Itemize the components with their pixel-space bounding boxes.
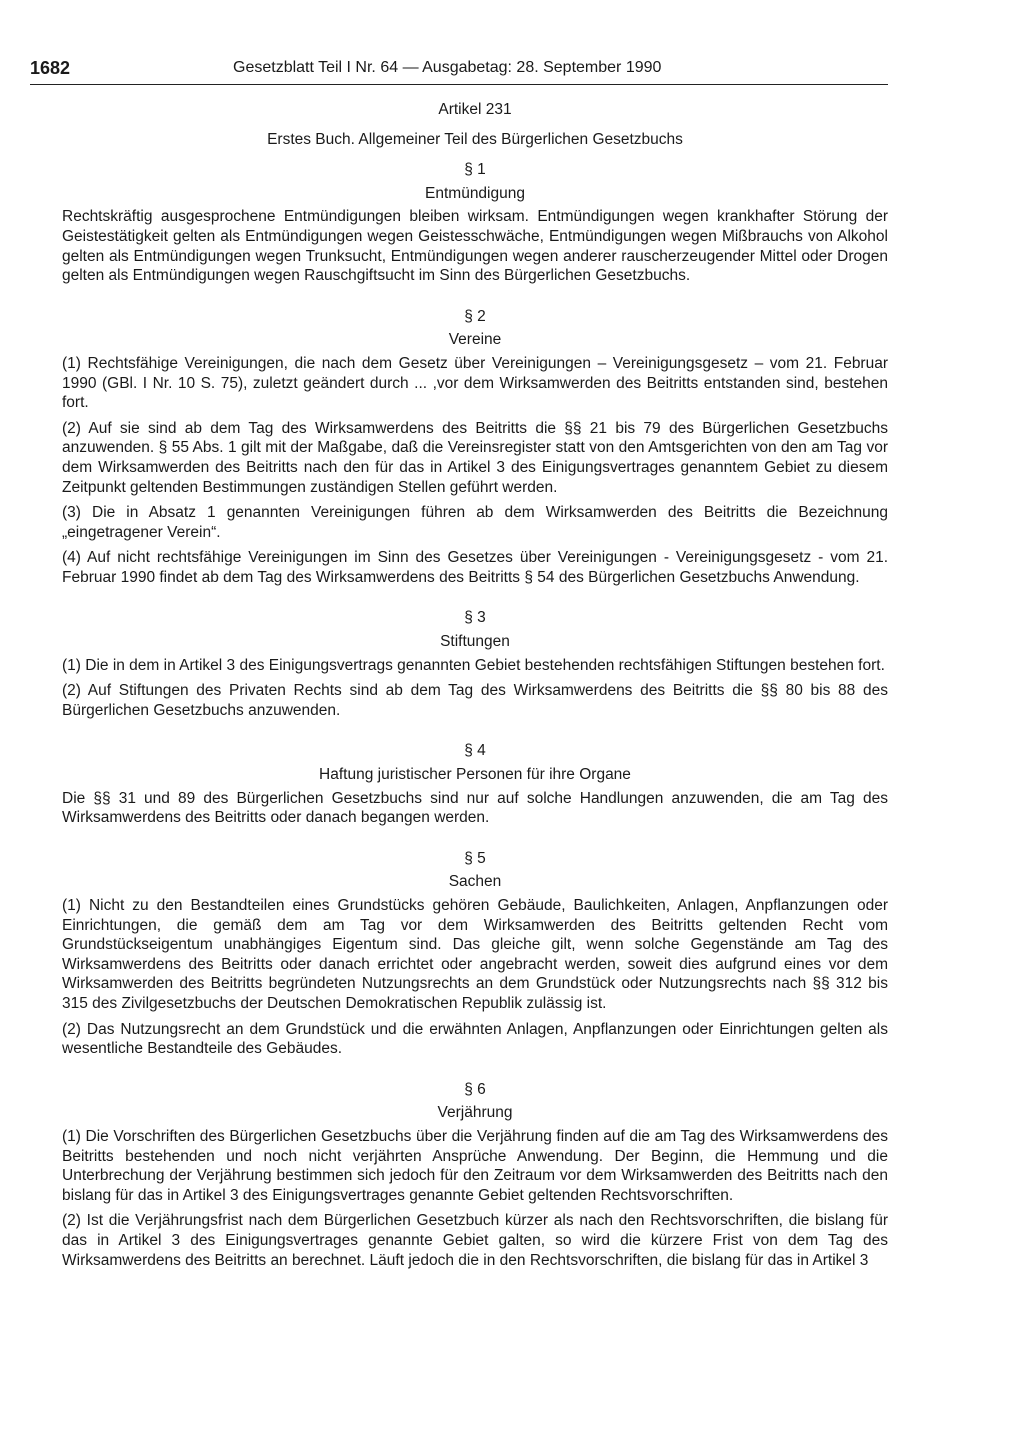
section-2 [62, 307, 888, 588]
section-paragraph: (3) Die in Absatz 1 genannten Vereinigungen führen ab dem Wirksamwerden des Beitritts die Bezeichnung „eingetragener Verein“. [62, 504, 888, 541]
section-paragraph: (4) Auf nicht rechtsfähige Vereinigungen im Sinn des Gesetzes über Vereinigungen - Vereinigungsgesetz - vom 21. Februar 1990 findet ab dem Tag des Wirksamwerdens des Beitritts § 54 des Bürgerlichen Gesetzbuchs Anwendung. [62, 549, 888, 586]
section-number: § 3 [464, 609, 486, 627]
section-number: § 5 [464, 849, 486, 867]
article-title: Erstes Buch. Allgemeiner Teil des Bürgerlichen Gesetzbuchs [267, 130, 683, 148]
section-paragraph: (1) Die in dem in Artikel 3 des Einigungsvertrags genannten Gebiet bestehenden rechtsfähigen Stiftungen bestehen fort. [62, 656, 885, 674]
section-number: § 4 [464, 742, 486, 760]
section-paragraph: (1) Rechtsfähige Vereinigungen, die nach dem Gesetz über Vereinigungen – Vereinigungsgesetz – vom 21. Februar 1990 (GBl. I Nr. 10 S. 75), zuletzt geändert durch ... ,vor dem Wirksamwerden des Beitritts entstanden sind, bestehen fort. [62, 354, 888, 412]
section-title: Sachen [448, 873, 502, 891]
section-number: § 6 [464, 1080, 486, 1098]
section-paragraph: (2) Auf Stiftungen des Privaten Rechts sind ab dem Tag des Wirksamwerdens des Beitritts die §§ 80 bis 88 des Bürgerlichen Gesetzbuchs anzuwenden. [62, 682, 888, 719]
page-number: 1682 [30, 58, 71, 78]
section-paragraph: Die §§ 31 und 89 des Bürgerlichen Gesetzbuchs sind nur auf solche Handlungen anzuwenden, die am Tag des Wirksamwerdens des Beitritts oder danach begangen werden. [62, 789, 888, 827]
section-title: Entmündigung [425, 184, 525, 202]
section-number: § 2 [464, 307, 486, 325]
article-body [62, 100, 888, 1291]
section-paragraph: (2) Das Nutzungsrecht an dem Grundstück und die erwähnten Anlagen, Anpflanzungen oder Einrichtungen gelten als wesentliche Bestandteile des Gebäudes. [62, 1020, 888, 1058]
section-paragraph: (2) Auf sie sind ab dem Tag des Wirksamwerdens des Beitritts die §§ 21 bis 79 des Bürgerlichen Gesetzbuchs anzuwenden. § 55 Abs. 1 gilt mit der Maßgabe, daß die Vereinsregister statt von den Amtsgerichten von den am Tag vor dem Wirksamwerden des Beitritts nach den für das in Artikel 3 des Einigungsvertrages genanntem Gebiet zu diesem Zeitpunkt geltenden Bestimmungen zuständigen Stellen geführt werden. [62, 419, 888, 496]
section-number: § 1 [464, 161, 486, 179]
section-6 [62, 1080, 888, 1270]
section-paragraph: (2) Ist die Verjährungsfrist nach dem Bürgerlichen Gesetzbuch kürzer als nach den Rechtsvorschriften, die bislang für das in Artikel 3 des Einigungsvertrages genannte Gebiet galten, so wird die kürzere Frist von dem Tag des Wirksamwerdens des Beitritts an berechnet. Läuft jedoch die in den Rechtsvorschriften, die bislang für das in Artikel 3 [62, 1212, 888, 1269]
section-5 [62, 849, 888, 1059]
section-paragraph: Rechtskräftig ausgesprochene Entmündigungen bleiben wirksam. Entmündigungen wegen krankhafter Störung der Geistestätigkeit gelten als Entmündigungen wegen Geistesschwäche, Entmündigungen wegen Mißbrauchs von Alkohol gelten als Entmündigungen wegen Trunksucht, Entmündigungen wegen anderer rauscherzeugender Mittel oder Drogen gelten als Entmündigungen wegen Rauschgiftsucht im Sinn des Bürgerlichen Gesetzbuchs. [62, 208, 888, 285]
running-head: Gesetzblatt Teil I Nr. 64 — Ausgabetag: 28. September 1990 [233, 59, 662, 76]
section-paragraph: (1) Nicht zu den Bestandteilen eines Grundstücks gehören Gebäude, Baulichkeiten, Anlagen, Anpflanzungen oder Einrichtungen, die gemäß dem am Tag vor dem Wirksamwerden des Beitritts geltenden Recht vom Grundstückseigentum unabhängiges Eigentum sind. Das gleiche gilt, wenn solche Gegenstände am Tag des Wirksamwerdens des Beitritts oder danach errichtet oder angebracht werden, soweit dies aufgrund eines vor dem Wirksamwerden des Beitritts begründeten Nutzungsrechts an dem Grundstück oder Nutzungsrechts nach §§ 312 bis 315 des Zivilgesetzbuchs der Deutschen Demokratischen Republik zulässig ist. [62, 897, 888, 1012]
section-paragraph: (1) Die Vorschriften des Bürgerlichen Gesetzbuchs über die Verjährung finden auf die am Tag des Wirksamwerdens des Beitritts bestehenden und noch nicht verjährten Ansprüche Anwendung. Der Beginn, die Hemmung und die Unterbrechung der Verjährung bestimmen sich jedoch für den Zeitraum vor dem Wirksamwerden des Beitritts nach den bislang für das in Artikel 3 des Einigungsvertrages genannte Gebiet geltenden Rechtsvorschriften. [62, 1127, 888, 1204]
section-3 [62, 608, 888, 720]
section-title: Stiftungen [440, 633, 510, 651]
section-1 [62, 160, 888, 286]
article-number: Artikel 231 [438, 101, 512, 118]
page-header [30, 58, 888, 85]
section-title: Verjährung [437, 1104, 513, 1122]
section-title: Haftung juristischer Personen für ihre Organe [319, 766, 631, 784]
section-title: Vereine [448, 331, 502, 349]
section-4 [62, 741, 888, 827]
